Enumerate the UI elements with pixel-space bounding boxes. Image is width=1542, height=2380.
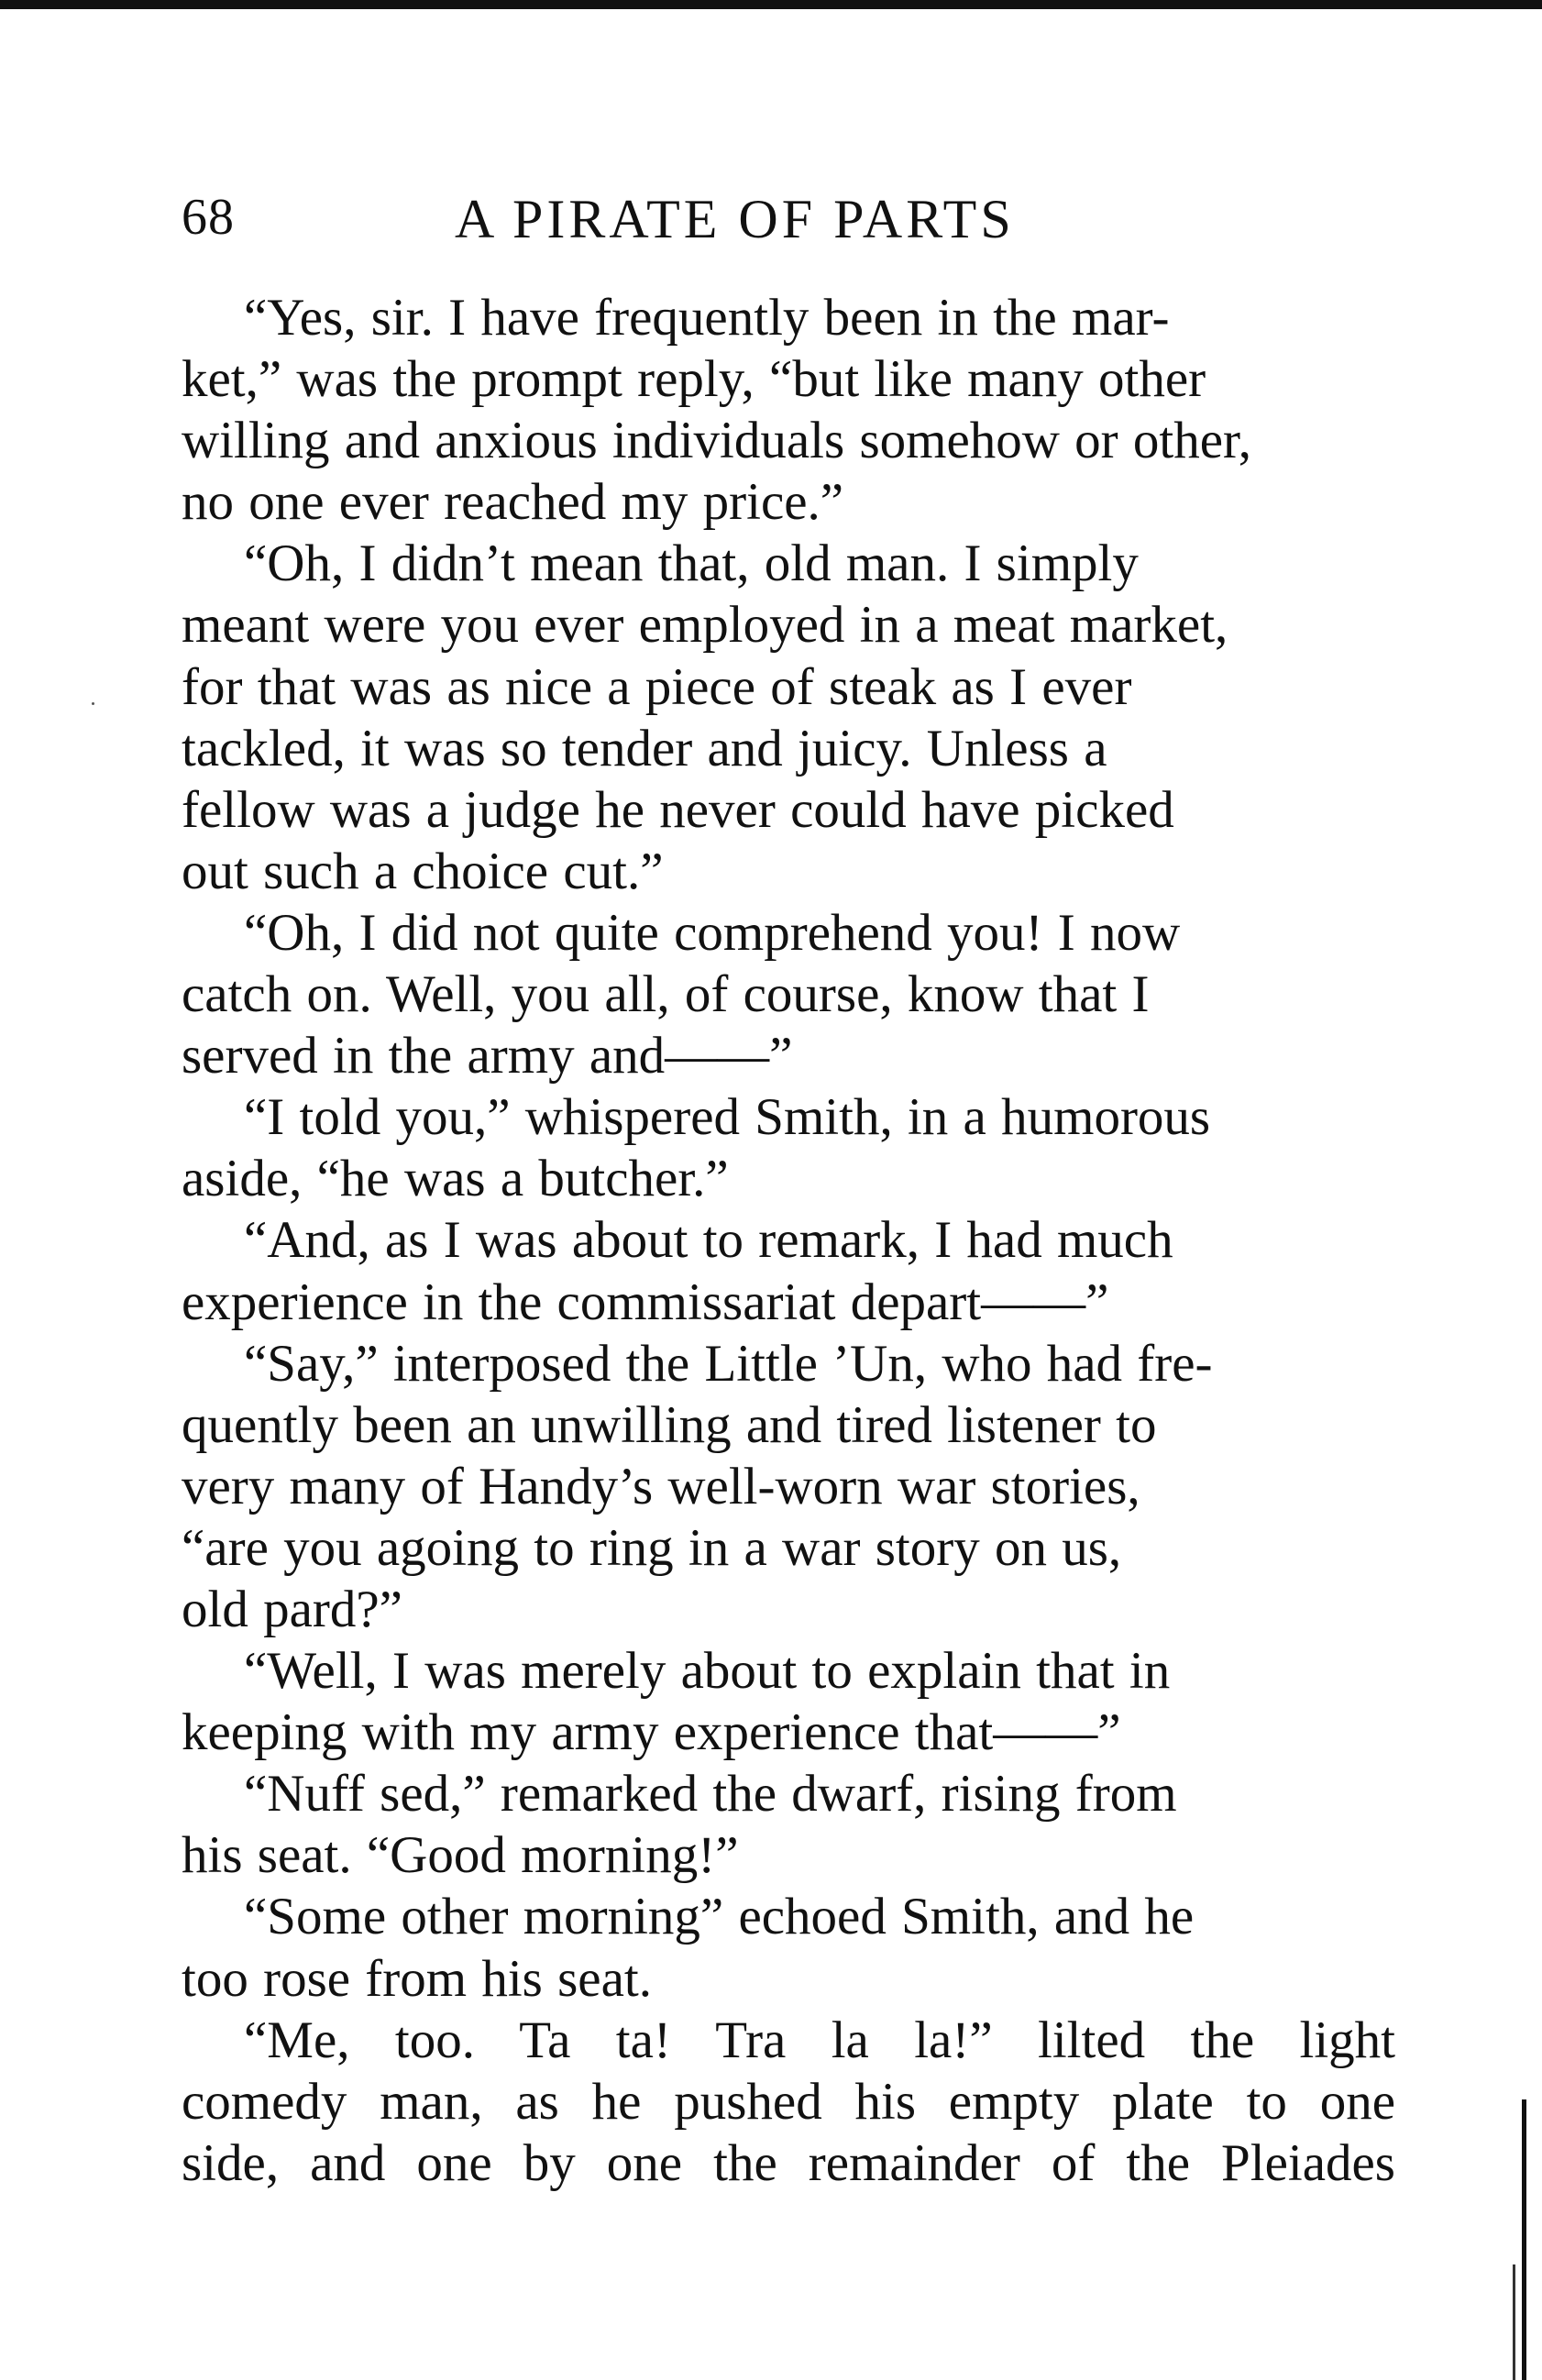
paper-speck bbox=[92, 702, 94, 705]
paragraph-4: “I told you,” whispered Smith, in a humorous aside, “he was a butcher.” bbox=[182, 1088, 1211, 1208]
paragraph-3: “Oh, I did not quite comprehend you! I now catch on. Well, you all, of course, know that I served in the army and——” bbox=[182, 903, 1181, 1085]
paragraph-9: “Some other morning” echoed Smith, and he too rose from his seat. bbox=[182, 1888, 1195, 2008]
book-title: A PIRATE OF PARTS bbox=[455, 189, 1015, 249]
binding-edge-mark bbox=[1522, 2099, 1526, 2380]
body-text bbox=[182, 287, 1395, 2194]
paragraph-5: “And, as I was about to remark, I had much experience in the commissariat depart——” bbox=[182, 1211, 1173, 1331]
page-number: 68 bbox=[182, 189, 235, 246]
paragraph-6: “Say,” interposed the Little ’Un, who had fre- quently been an unwilling and tired listener to very many of Handy’s well-worn war stories, “are you agoing to ring in a war story on us, old pard?” bbox=[182, 1334, 1213, 1638]
paragraph-1: “Yes, sir. I have frequently been in the mar- ket,” was the prompt reply, “but like many other willing and anxious individuals somehow or other, no one ever reached my price.” bbox=[182, 289, 1252, 532]
paragraph-2: “Oh, I didn’t mean that, old man. I simply meant were you ever employed in a meat market, for that was as nice a piece of steak as I ever tackled, it was so tender and juicy. Unless a fellow was a judge he never could have picked out such a choice cut.” bbox=[182, 534, 1228, 900]
top-border-rule bbox=[0, 0, 1542, 9]
paragraph-10: “Me, too. Ta ta! Tra la la!” lilted the light comedy man, as he pushed his empty plate to one side, and one by one the remainder of the Pleiades bbox=[182, 2011, 1395, 2192]
binding-edge-mark-secondary bbox=[1513, 2264, 1515, 2380]
book-page bbox=[182, 188, 1395, 2194]
running-head bbox=[182, 188, 1395, 252]
paragraph-8: “Nuff sed,” remarked the dwarf, rising from his seat. “Good morning!” bbox=[182, 1765, 1177, 1885]
paragraph-7: “Well, I was merely about to explain that in keeping with my army experience that——” bbox=[182, 1642, 1171, 1762]
